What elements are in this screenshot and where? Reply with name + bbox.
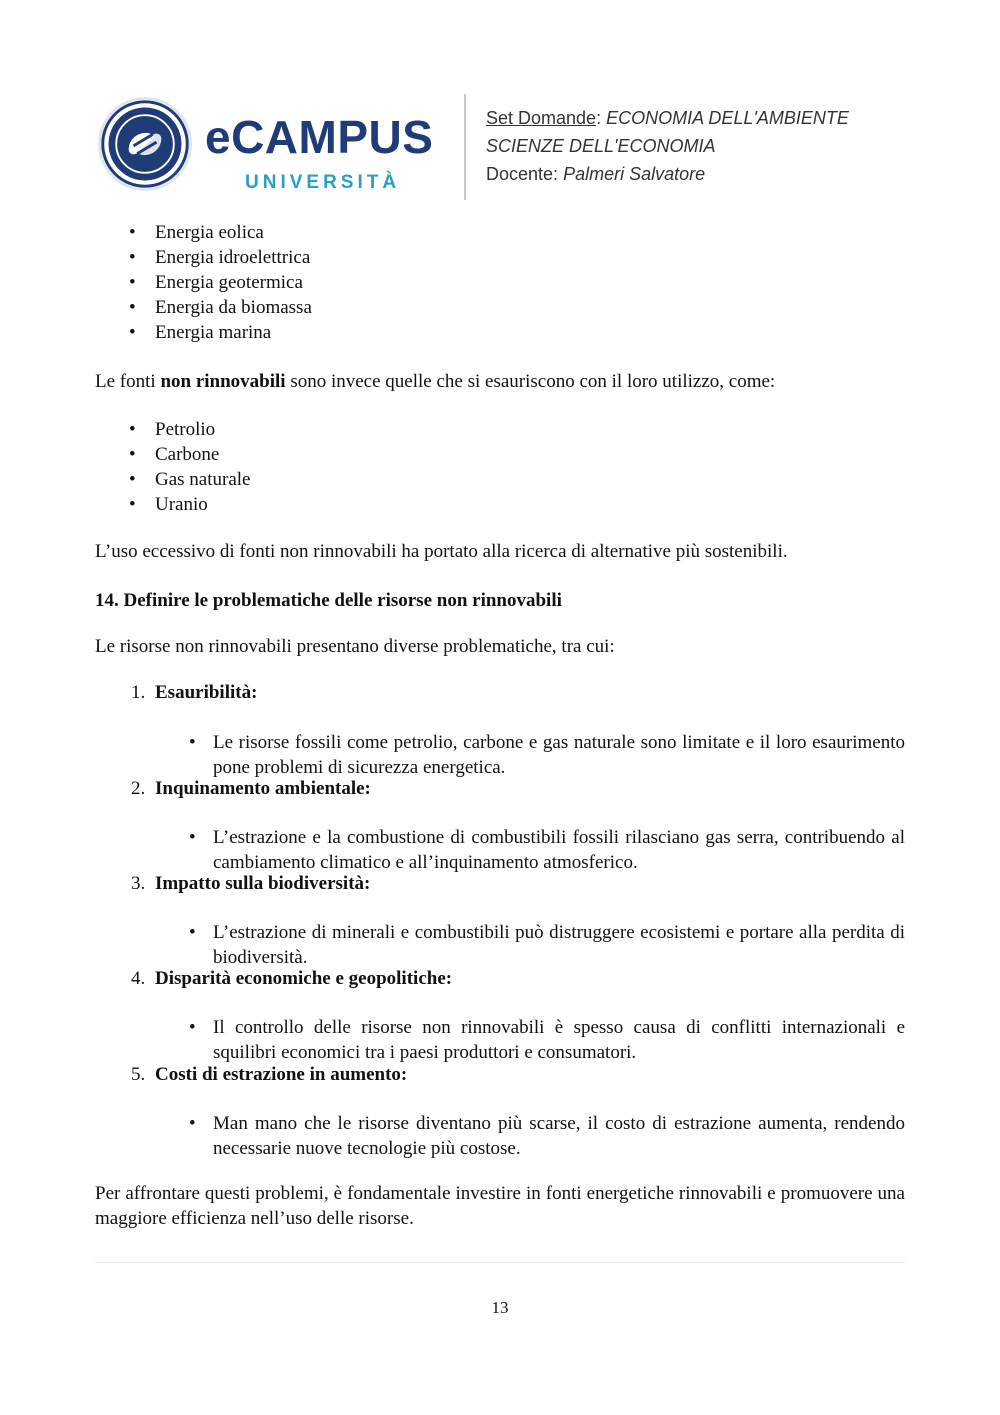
nonrenewable-intro [95,369,905,394]
document-header [95,92,915,202]
question-title: 14. Definire le problematiche delle risorse non rinnovabili [95,590,562,611]
list-item-text: Gas naturale [155,469,251,490]
problem-detail-text: Man mano che le risorse diventano più scarse, il costo di estrazione aumenta, rendendo necessarie nuove tecnologie più costose. [213,1113,905,1159]
problem-number: 2. [131,778,146,799]
set-label: Set Domande [486,108,597,128]
university-seal-icon [97,96,193,192]
docente-label: Docente [486,164,554,184]
intro-bold: non rinnovabili [160,371,286,392]
problem-title: Inquinamento ambientale: [155,778,371,799]
nonrenewable-list [95,417,905,517]
list-item: • Petrolio [129,419,216,440]
list-item-text: Carbone [155,444,220,465]
problem-detail-text: Le risorse fossili come petrolio, carbone e gas naturale sono limitate e il loro esaurimento pone problemi di sicurezza energetica. [213,732,905,778]
course-info [486,104,849,188]
set-line [486,104,849,132]
list-item-text: Energia eolica [155,222,264,243]
problem-detail-text: Il controllo delle risorse non rinnovabili è spesso causa di conflitti internazionali e squilibri economici tra i paesi produttori e consumatori. [213,1017,905,1063]
list-item-text: Energia da biomassa [155,297,312,318]
renewable-list [95,220,905,345]
list-item: • Gas naturale [129,469,251,490]
header-divider [464,94,466,200]
problem-title: Disparità economiche e geopolitiche: [155,968,453,989]
list-item: • Energia marina [129,322,272,343]
list-item: • Energia geotermica [129,272,303,293]
list-item-text: Energia marina [155,322,272,343]
problem-title: Esauribilità: [155,682,258,703]
intro-text: Le fonti [95,371,161,392]
problem-title: Impatto sulla biodiversità: [155,873,371,894]
docente-name: Palmeri Salvatore [563,164,706,184]
problem-number: 4. [131,968,146,989]
list-item: • Carbone [129,444,220,465]
intro-text-end: sono invece quelle che si esauriscono con il loro utilizzo, come: [285,371,776,392]
list-item: • Energia idroelettrica [129,247,311,268]
list-item-text: Petrolio [155,419,216,440]
faculty-name: SCIENZE DELL'ECONOMIA [486,136,716,156]
list-item: • Uranio [129,494,208,515]
problem-number: 1. [131,682,146,703]
list-item-text: Energia geotermica [155,272,303,293]
problem-detail-text: L’estrazione di minerali e combustibili può distruggere ecosistemi e portare alla perdita di biodiversità. [213,922,905,968]
set-separator: : [596,108,607,128]
list-item-text: Uranio [155,494,208,515]
problem-title: Costi di estrazione in aumento: [155,1064,408,1085]
list-item: • Energia eolica [129,222,264,243]
list-item-text: Energia idroelettrica [155,247,311,268]
footer-divider [95,1262,905,1263]
course-name: ECONOMIA DELL'AMBIENTE [606,108,849,128]
brand-name: eCAMPUS [205,111,434,163]
conclusion-paragraph: Per affrontare questi problemi, è fondamentale investire in fonti energetiche rinnovabili e promuovere una maggiore efficienza nell’uso delle risorse. [95,1183,905,1229]
problem-number: 3. [131,873,146,894]
ecampus-logo [95,92,455,198]
excess-use-paragraph: L’uso eccessivo di fonti non rinnovabili ha portato alla ricerca di alternative più sostenibili. [95,541,788,562]
problem-detail-text: L’estrazione e la combustione di combustibili fossili rilasciano gas serra, contribuendo al cambiamento climatico e all’inquinamento atmosferico. [213,827,905,873]
brand-subtitle: UNIVERSITÀ [245,172,401,193]
question-intro: Le risorse non rinnovabili presentano diverse problematiche, tra cui: [95,636,615,657]
docente-separator: : [553,164,564,184]
faculty-line [486,132,849,160]
list-item: • Energia da biomassa [129,297,312,318]
page-number: 13 [491,1298,509,1317]
docente-line [486,160,849,188]
problem-number: 5. [131,1064,146,1085]
